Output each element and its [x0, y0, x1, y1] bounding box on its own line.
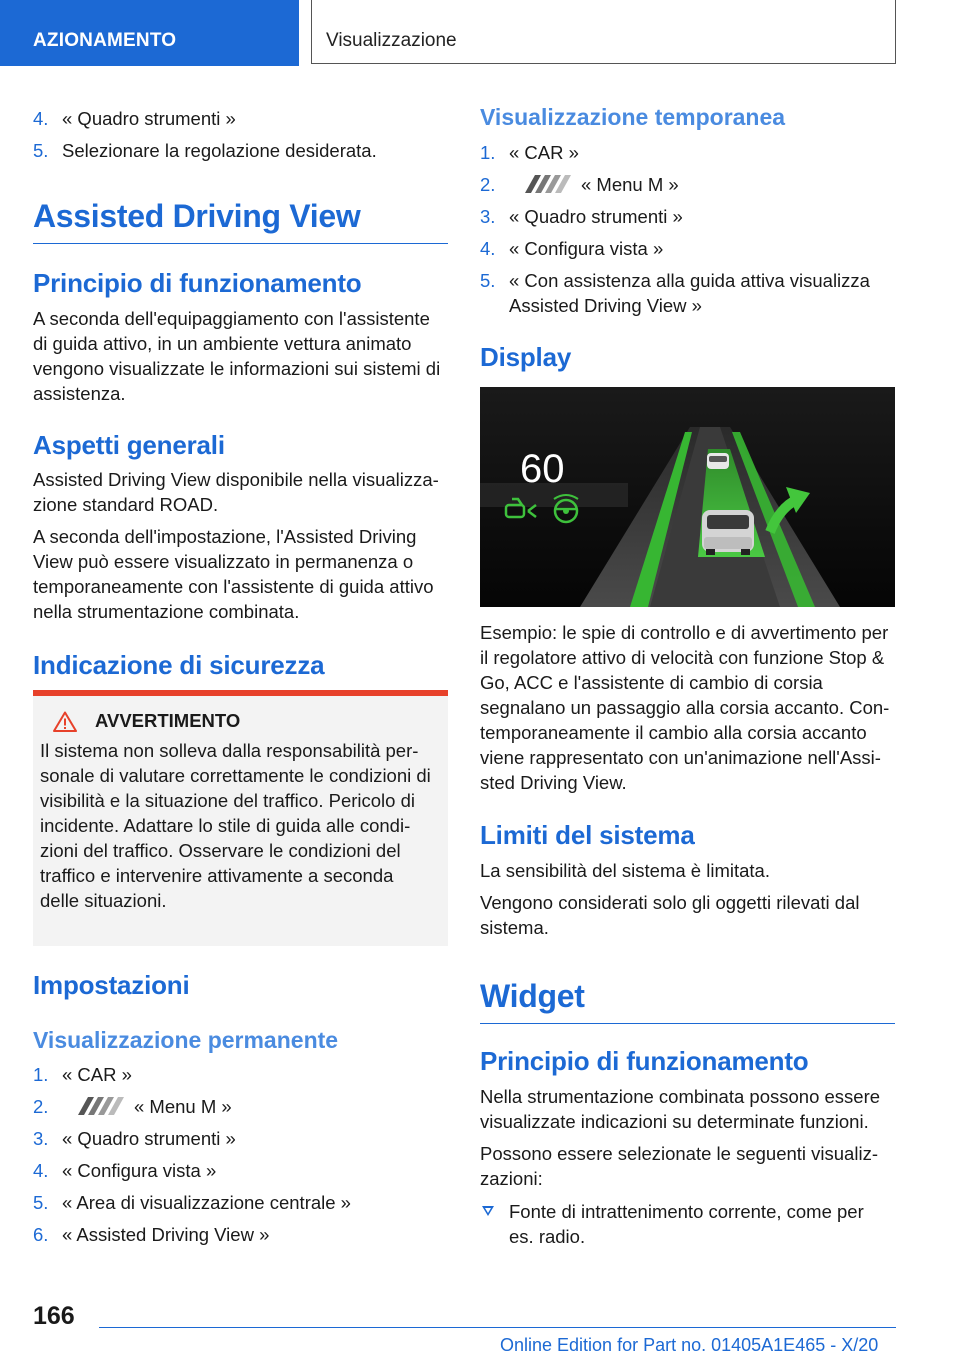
page-header — [0, 0, 960, 66]
list-item: Fonte di intrattenimento corrente, come per es. radio. — [480, 1199, 870, 1249]
paragraph-widget-2: Possono essere selezionate le seguenti visualiz-zazioni: — [480, 1143, 878, 1189]
list-item: 4. « Configura vista » — [33, 1160, 217, 1181]
heading-sicurezza: Indicazione di sicurezza — [33, 650, 325, 680]
list-item: 3. « Quadro strumenti » — [480, 206, 683, 227]
paragraph-principio: A seconda dell'equipaggiamento con l'assistente di guida attivo, in un ambiente vettura animato vengono visualizzate le informazioni sui sistemi di assistenza. — [33, 308, 441, 404]
list-item: 5. « Area di visualizzazione centrale » — [33, 1192, 351, 1213]
warning-box — [33, 690, 448, 946]
permanente-steps — [33, 1062, 448, 1254]
heading-aspetti: Aspetti generali — [33, 430, 225, 460]
chapter-title-widget: Widget — [480, 978, 895, 1024]
list-item: 2. « Menu M » — [33, 1096, 232, 1117]
list-item: 6. « Assisted Driving View » — [33, 1224, 270, 1245]
heading-principio: Principio di funzionamento — [33, 268, 362, 298]
warning-text: Il sistema non solleva dalla responsabilità per-sonale di valutare correttamente le condizioni di visibilità e la situazione del traffico. Pericolo di incidente. Adattare lo stile di guida alle condi-zioni del traffico. Osservare le condizioni del traffico e intervenire attivamente a seconda delle situazioni. — [40, 740, 431, 911]
warning-title: AVVERTIMENTO — [45, 710, 434, 732]
page-number: 166 — [33, 1302, 75, 1330]
paragraph-limiti-2: Vengono considerati solo gli oggetti rilevati dal sistema. — [480, 892, 860, 938]
edition-text: Online Edition for Part no. 01405A1E465 - X/20 — [500, 1335, 879, 1355]
bullet-triangle-icon — [482, 1206, 494, 1216]
chapter-title: Assisted Driving View — [33, 198, 448, 244]
list-item: 3. « Quadro strumenti » — [33, 1128, 236, 1149]
menu-m-icon — [74, 1097, 126, 1115]
display-image — [480, 387, 895, 607]
intro-steps — [33, 106, 448, 170]
menu-m-icon — [521, 175, 573, 193]
list-item: 5. « Con assistenza alla guida attiva visualizza Assisted Driving View » — [480, 270, 870, 316]
display-caption: Esempio: le spie di controllo e di avvertimento per il regolatore attivo di velocità con funzione Stop & Go, ACC e l'assistente di cambio di corsia segnalano un passaggio alla corsia accanto. Con-temporaneamente il cambio alla corsia accanto viene rappresentato con un'animazione nell'Assi-sted Driving View. — [480, 622, 890, 793]
list-item: 1. « CAR » — [33, 1064, 132, 1085]
list-item: 4. « Configura vista » — [480, 238, 664, 259]
temporanea-steps — [480, 140, 895, 325]
heading-display: Display — [480, 342, 572, 372]
assisted-driving-view-illustration — [480, 387, 895, 607]
footer-divider — [99, 1327, 896, 1328]
list-item: 4. « Quadro strumenti » — [33, 108, 236, 129]
warning-triangle-icon — [53, 711, 77, 732]
speed-readout: 60 — [520, 447, 565, 491]
subsection-tab: Visualizzazione — [311, 0, 896, 64]
paragraph-limiti-1: La sensibilità del sistema è limitata. — [480, 860, 770, 881]
paragraph-aspetti-2: A seconda dell'impostazione, l'Assisted Driving View può essere visualizzato in permanenza o temporaneamente con l'assistente di guida attivo nella strumentazione combinata. — [33, 526, 434, 622]
paragraph-widget-1: Nella strumentazione combinata possono essere visualizzate indicazioni su determinate funzioni. — [480, 1086, 881, 1132]
paragraph-aspetti-1: Assisted Driving View disponibile nella visualizza-zione standard ROAD. — [33, 469, 439, 515]
list-item: 2. « Menu M » — [480, 174, 679, 195]
heading-impostazioni: Impostazioni — [33, 970, 190, 1000]
section-tab: AZIONAMENTO — [0, 0, 299, 66]
heading-widget-principio: Principio di funzionamento — [480, 1046, 809, 1076]
list-item: 1. « CAR » — [480, 142, 579, 163]
widget-bullets — [480, 1199, 870, 1249]
heading-permanente: Visualizzazione permanente — [33, 1027, 339, 1053]
heading-limiti: Limiti del sistema — [480, 820, 695, 850]
list-item: 5. Selezionare la regolazione desiderata. — [33, 140, 377, 161]
heading-temporanea: Visualizzazione temporanea — [480, 104, 786, 130]
